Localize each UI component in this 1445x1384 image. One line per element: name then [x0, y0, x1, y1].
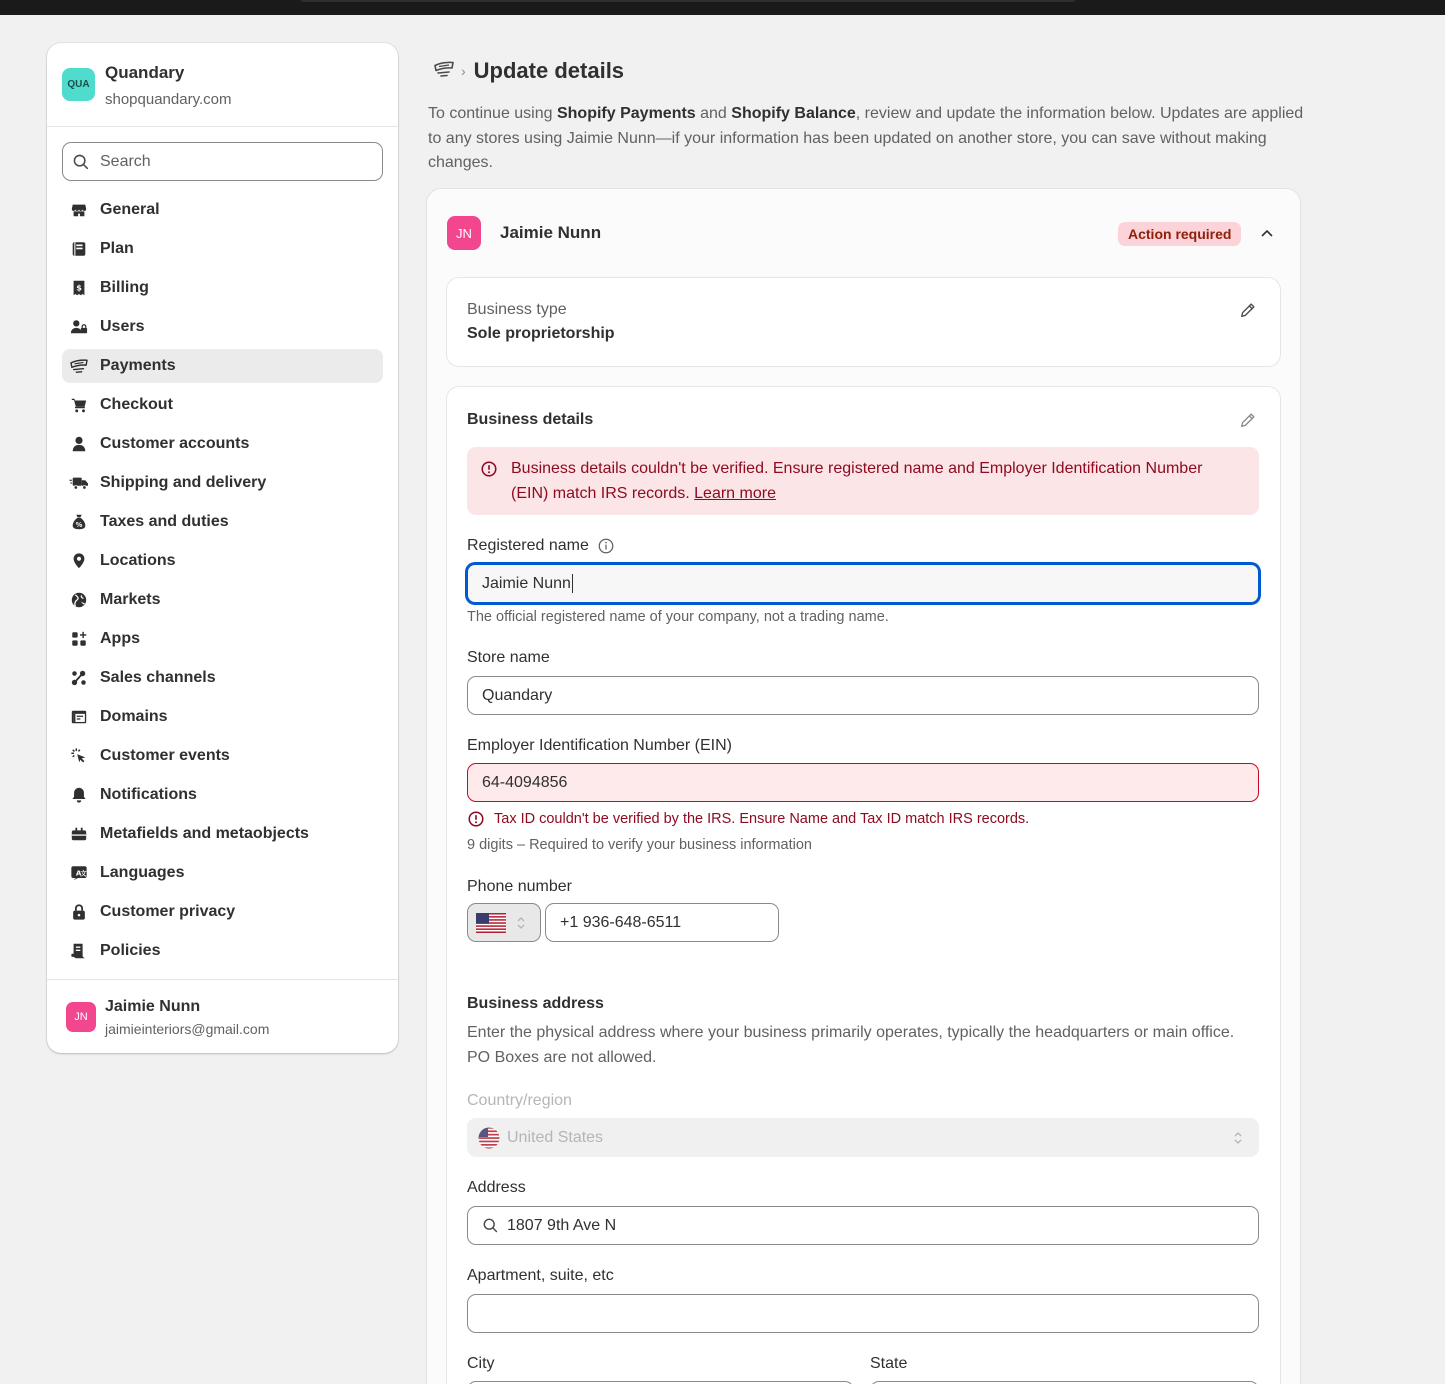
edit-business-details-button[interactable]	[1236, 408, 1260, 432]
country-select	[467, 1118, 1259, 1157]
text-cursor	[572, 574, 573, 593]
users-icon	[69, 317, 89, 337]
breadcrumb	[433, 57, 624, 85]
us-flag-icon	[478, 1127, 500, 1149]
sidebar-item-shipping[interactable]	[62, 466, 383, 500]
sidebar-item-label: Customer privacy	[100, 903, 236, 920]
account-footer[interactable]	[47, 979, 398, 1053]
card-header[interactable]	[427, 189, 1300, 277]
user-email: jaimieinteriors@gmail.com	[105, 1021, 270, 1037]
registered-name-help: The official registered name of your company, not a trading name.	[467, 609, 889, 625]
verification-error-banner	[467, 447, 1259, 515]
apps-icon	[69, 629, 89, 649]
store-domain: shopquandary.com	[105, 91, 232, 108]
sidebar-item-label: Notifications	[100, 786, 197, 803]
search-field[interactable]	[62, 142, 383, 181]
sidebar-item-locations[interactable]	[62, 544, 383, 578]
input-value: 1807 9th Ave N	[507, 1216, 617, 1234]
business-address-description: Enter the physical address where your business primarily operates, typically the headquarters or main office. PO Boxes are not allowed.	[467, 1024, 1235, 1066]
sidebar-item-general[interactable]	[62, 193, 383, 227]
intro-text: To continue using	[428, 105, 557, 122]
metafields-icon	[69, 824, 89, 844]
page-title: Update details	[473, 58, 625, 83]
sidebar-item-customer-events[interactable]	[62, 739, 383, 773]
ein-input[interactable]: 64-4094856	[467, 763, 1259, 802]
search-input[interactable]	[100, 153, 370, 171]
phone-country-select[interactable]	[467, 903, 541, 942]
registered-name-label	[467, 537, 615, 555]
apartment-label: Apartment, suite, etc	[467, 1267, 614, 1284]
sidebar-item-label: Locations	[100, 552, 176, 569]
business-address-title: Business address	[467, 995, 604, 1012]
svg-text:A: A	[75, 868, 82, 878]
sidebar-item-payments[interactable]	[62, 349, 383, 383]
apartment-input[interactable]	[467, 1294, 1259, 1333]
business-details-card	[447, 387, 1280, 1384]
user-name: Jaimie Nunn	[105, 998, 201, 1015]
business-details-title: Business details	[467, 411, 594, 428]
globe-icon	[69, 590, 89, 610]
registered-name-input[interactable]	[466, 563, 1260, 604]
card-account-name: Jaimie Nunn	[500, 223, 602, 242]
sidebar-item-label: Domains	[100, 708, 168, 725]
business-type-card	[447, 278, 1280, 366]
chevron-up-icon	[1260, 226, 1274, 240]
sidebar-item-taxes[interactable]	[62, 505, 383, 539]
store-name: Quandary	[105, 63, 185, 82]
pencil-icon	[1239, 301, 1257, 319]
error-text: Tax ID couldn't be verified by the IRS. Ensure Name and Tax ID match IRS records.	[494, 811, 1030, 827]
channels-icon	[69, 668, 89, 688]
payments-icon[interactable]	[433, 60, 455, 83]
select-value: United States	[507, 1128, 604, 1146]
payments-icon	[69, 356, 89, 376]
sidebar-item-label: General	[100, 201, 160, 218]
intro-bold-balance: Shopify Balance	[731, 105, 856, 122]
sidebar-item-label: Customer events	[100, 747, 230, 764]
address-bar[interactable]	[300, 0, 1076, 2]
sidebar-item-label: Taxes and duties	[100, 513, 229, 530]
us-flag-icon	[476, 913, 506, 933]
language-icon	[69, 863, 89, 883]
sidebar-item-domains[interactable]	[62, 700, 383, 734]
tax-bag-icon	[69, 512, 89, 532]
alert-circle-icon	[467, 810, 485, 828]
select-arrows-icon	[515, 915, 527, 931]
sidebar-item-markets[interactable]	[62, 583, 383, 617]
svg-text:文: 文	[80, 870, 87, 878]
sidebar-item-label: Customer accounts	[100, 435, 250, 452]
banner-message	[511, 457, 1241, 506]
input-value: Jaimie Nunn	[482, 574, 571, 592]
info-icon[interactable]	[597, 537, 615, 555]
settings-nav	[62, 193, 383, 973]
chevron-right-icon: ›	[461, 63, 466, 79]
sidebar-item-label: Sales channels	[100, 669, 216, 686]
learn-more-link[interactable]: Learn more	[694, 484, 776, 502]
field-label-text: Registered name	[467, 537, 589, 554]
sidebar-item-checkout[interactable]	[62, 388, 383, 422]
avatar: JN	[66, 1002, 96, 1032]
domains-icon	[69, 707, 89, 727]
store-header[interactable]	[47, 43, 398, 127]
phone-label: Phone number	[467, 878, 572, 895]
address-label: Address	[467, 1179, 526, 1196]
sidebar-item-apps[interactable]	[62, 622, 383, 656]
svg-text:%: %	[75, 520, 83, 529]
browser-top-bar	[0, 0, 1445, 15]
sidebar-item-metafields[interactable]	[62, 817, 383, 851]
search-icon	[72, 153, 90, 171]
store-name-input[interactable]: Quandary	[467, 676, 1259, 715]
ein-help: 9 digits – Required to verify your business information	[467, 837, 812, 853]
store-icon	[69, 200, 89, 220]
select-arrows-icon	[1232, 1129, 1244, 1147]
pencil-icon	[1239, 411, 1257, 429]
truck-icon	[69, 473, 89, 493]
lock-icon	[69, 902, 89, 922]
sidebar-item-label: Billing	[100, 279, 149, 296]
ein-label: Employer Identification Number (EIN)	[467, 737, 732, 754]
bell-icon	[69, 785, 89, 805]
sidebar-item-customer-accounts[interactable]	[62, 427, 383, 461]
avatar: JN	[447, 216, 481, 250]
sidebar-item-notifications[interactable]	[62, 778, 383, 812]
svg-text:$: $	[76, 282, 82, 293]
address-input[interactable]	[467, 1206, 1259, 1245]
sidebar-item-label: Plan	[100, 240, 134, 257]
sidebar-item-policies[interactable]	[62, 934, 383, 968]
settings-sidebar	[47, 43, 398, 1053]
sidebar-item-languages[interactable]	[62, 856, 383, 890]
sidebar-item-billing[interactable]	[62, 271, 383, 305]
phone-input[interactable]: +1 936-648-6511	[545, 903, 779, 942]
status-badge: Action required	[1118, 222, 1241, 246]
city-label: City	[467, 1355, 495, 1372]
alert-circle-icon	[480, 460, 498, 478]
sidebar-item-sales-channels[interactable]	[62, 661, 383, 695]
search-icon	[482, 1217, 499, 1234]
state-label: State	[870, 1355, 908, 1372]
plan-icon	[69, 239, 89, 259]
person-icon	[69, 434, 89, 454]
sidebar-item-label: Users	[100, 318, 145, 335]
store-name-label: Store name	[467, 649, 550, 666]
sidebar-item-label: Checkout	[100, 396, 173, 413]
sidebar-item-label: Policies	[100, 942, 161, 959]
sidebar-item-label: Markets	[100, 591, 161, 608]
cart-icon	[69, 395, 89, 415]
edit-business-type-button[interactable]	[1236, 298, 1260, 322]
sidebar-item-label: Metafields and metaobjects	[100, 825, 309, 842]
sidebar-item-label: Payments	[100, 357, 176, 374]
sidebar-item-label: Apps	[100, 630, 140, 647]
intro-text: and	[695, 105, 732, 122]
policies-icon	[69, 941, 89, 961]
sidebar-item-label: Languages	[100, 864, 185, 881]
ein-error-message	[467, 810, 1029, 828]
intro-bold-payments: Shopify Payments	[556, 105, 696, 122]
sidebar-item-customer-privacy[interactable]	[62, 895, 383, 929]
sidebar-item-users[interactable]	[62, 310, 383, 344]
billing-icon	[69, 278, 89, 298]
page-intro	[428, 102, 1308, 176]
store-avatar: QUA	[62, 68, 95, 101]
intro-text: , review and update the information below. Updates are applied to any stores using Jaimie Nunn—if your information has been updated on another store, you can save without making changes.	[428, 105, 1304, 171]
sidebar-item-plan[interactable]	[62, 232, 383, 266]
country-label: Country/region	[467, 1092, 572, 1109]
business-type-value: Sole proprietorship	[467, 325, 615, 342]
banner-text: Business details couldn't be verified. Ensure registered name and Employer Identification Number (EIN) match IRS records.	[511, 460, 1203, 502]
business-type-label: Business type	[467, 301, 567, 318]
account-card	[427, 189, 1300, 1384]
collapse-button[interactable]	[1257, 223, 1277, 243]
location-pin-icon	[69, 551, 89, 571]
sidebar-item-label: Shipping and delivery	[100, 474, 267, 491]
cursor-click-icon	[69, 746, 89, 766]
